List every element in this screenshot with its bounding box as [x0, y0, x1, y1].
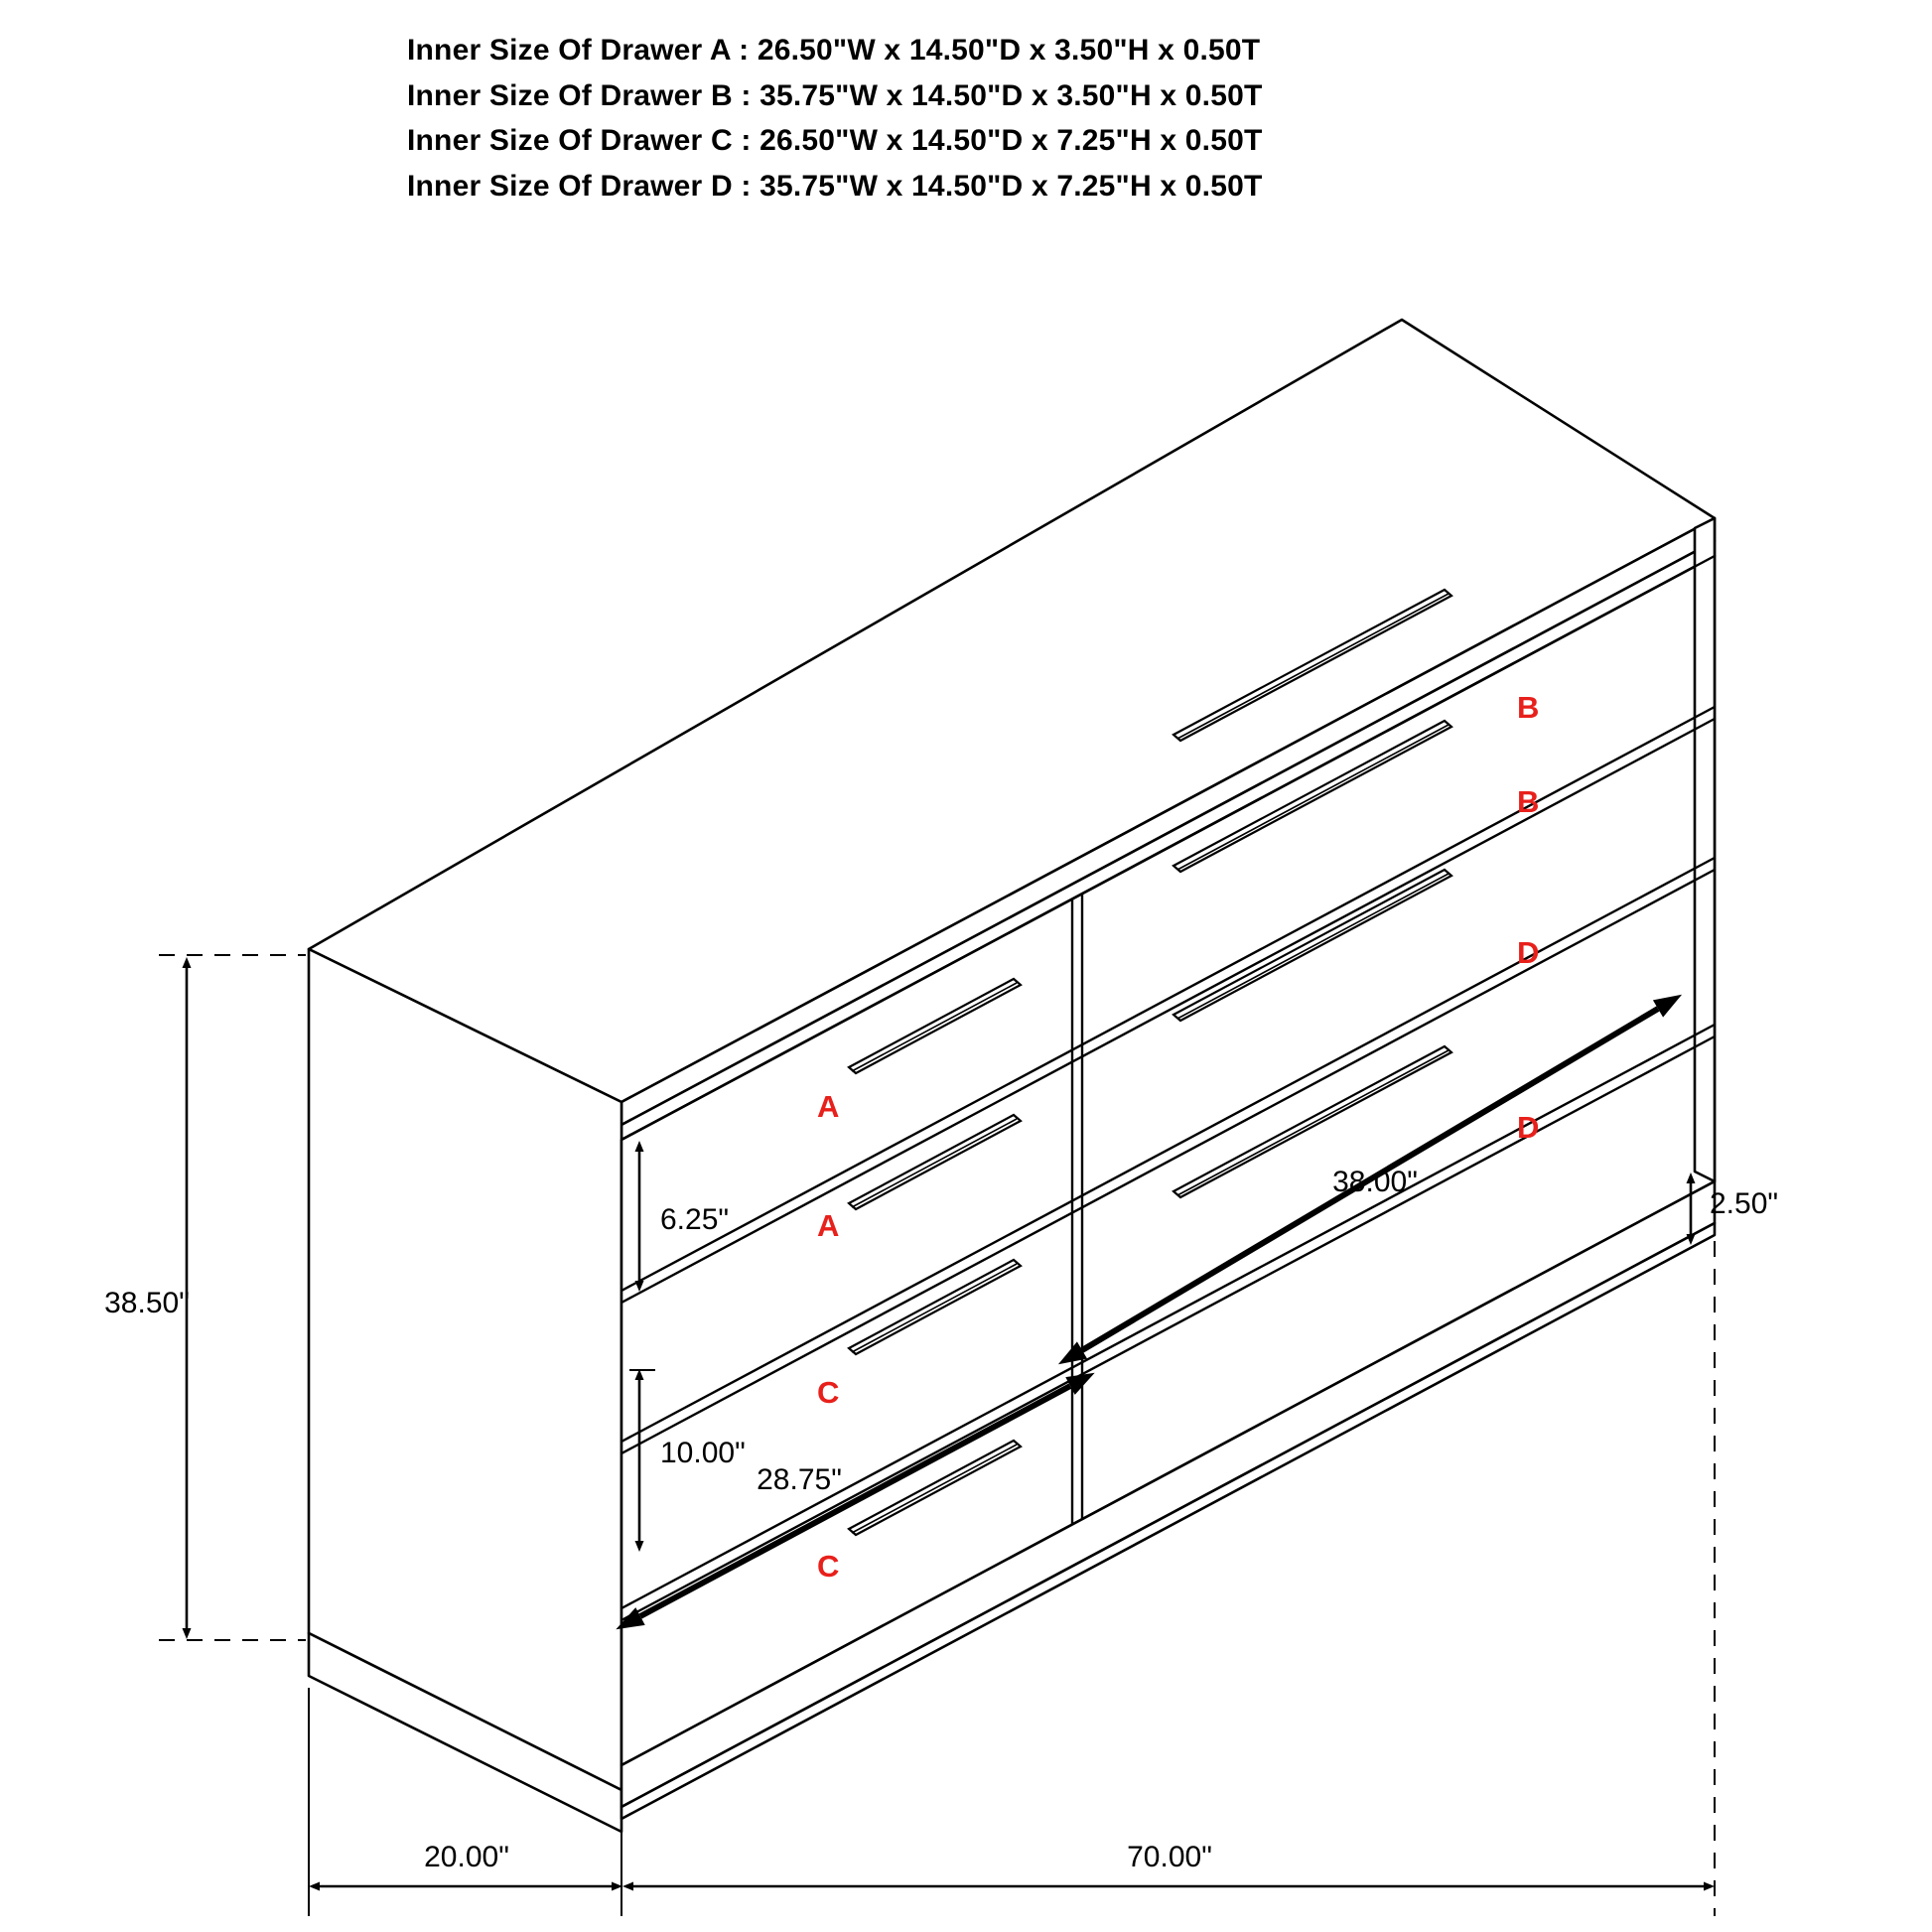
dim-10-label: 10.00" [660, 1437, 746, 1469]
cabinet-right-end-panel [1695, 518, 1715, 1181]
label-b-second: B [1517, 784, 1540, 819]
dim-2875-label: 28.75" [757, 1463, 842, 1496]
label-d-third: D [1517, 935, 1540, 970]
dim-625-label: 6.25" [660, 1203, 730, 1236]
spec-line-b: Inner Size Of Drawer B : 35.75"W x 14.50"D x 3.50"H x 0.50T [407, 78, 1263, 112]
spec-line-c: Inner Size Of Drawer C : 26.50"W x 14.50"D x 7.25"H x 0.50T [407, 124, 1263, 158]
dim-overall-height-label: 38.50" [104, 1287, 190, 1319]
label-c-fourth: C [817, 1549, 840, 1584]
dim-depth-label: 20.00" [424, 1841, 509, 1873]
dim-overall-height [104, 955, 306, 1640]
dim-width-label: 70.00" [1127, 1841, 1212, 1873]
spec-line-d: Inner Size Of Drawer D : 35.75"W x 14.50"D x 7.25"H x 0.50T [407, 169, 1263, 203]
label-c-third: C [817, 1375, 840, 1410]
spec-line-a: Inner Size Of Drawer A : 26.50"W x 14.50"D x 3.50"H x 0.50T [407, 34, 1261, 67]
cabinet-body [309, 320, 1715, 1832]
label-d-fourth: D [1517, 1110, 1540, 1145]
label-b-top: B [1517, 690, 1540, 725]
label-a-second: A [817, 1208, 840, 1243]
dim-250-label: 2.50" [1710, 1187, 1779, 1220]
dim-3800-label: 38.00" [1332, 1166, 1418, 1198]
label-a-top: A [817, 1089, 840, 1124]
